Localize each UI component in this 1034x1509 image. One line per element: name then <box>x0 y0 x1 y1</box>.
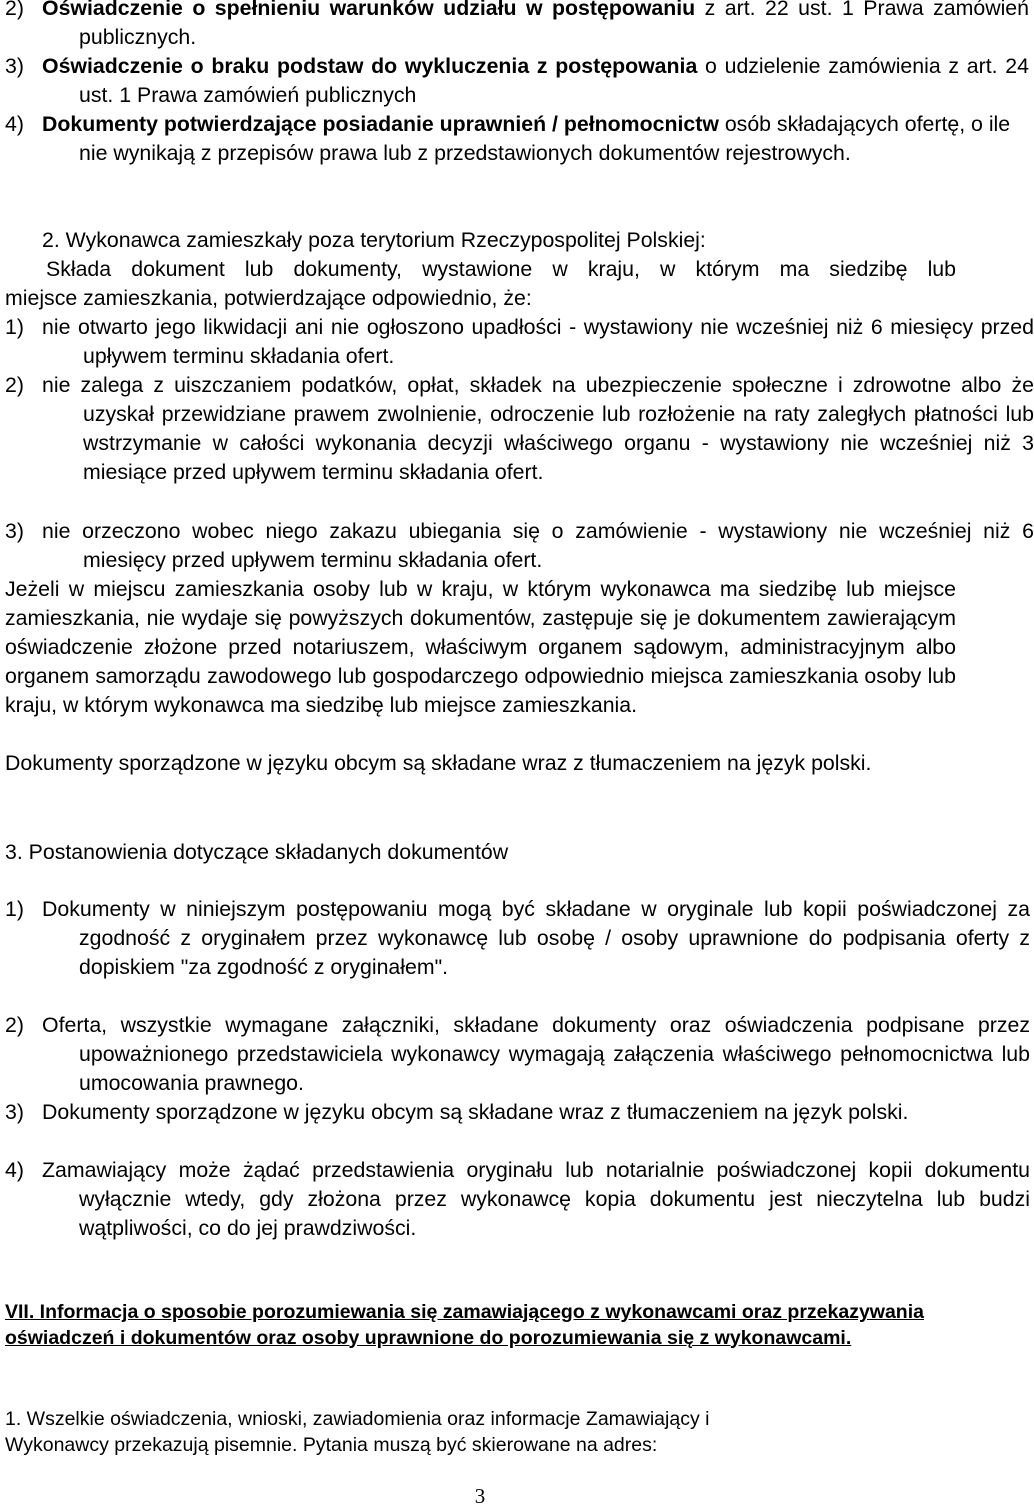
list-number: 3) <box>5 54 24 78</box>
list-item-2 <box>5 0 1029 52</box>
section-7-paragraph-line2: Wykonawcy przekazują pisemnie. Pytania muszą być skierowane na adres: <box>5 1434 658 1456</box>
list-text: Dokumenty w niniejszym postępowaniu mogą być składane w oryginale lub kopii poświadczonej za zgodność z oryginałem przez wykonawcę lub osobę / osoby uprawnione do podpisania oferty z dopiskiem "za zgodność z oryginałem". <box>42 897 1030 979</box>
section-2-point-2 <box>5 371 1034 487</box>
section-7-paragraph-line1: 1. Wszelkie oświadczenia, wnioski, zawiadomienia oraz informacje Zamawiający i <box>5 1408 710 1430</box>
list-text: nie zalega z uiszczaniem podatków, opłat, składek na ubezpieczenie społeczne i zdrowotne albo że uzyskał przewidziane prawem zwolnienie, odroczenie lub rozłożenie na raty zaległych płatności lub wstrzymanie w całości wykonania decyzji właściwego organu - wystawiony nie wcześniej niż 3 miesiące przed upływem terminu składania ofert. <box>42 373 1034 484</box>
list-number: 1) <box>5 897 24 921</box>
list-item-4 <box>5 110 1029 168</box>
list-number: 4) <box>5 1158 24 1182</box>
list-text: o udzielenie zamówienia z art. 24 ust. 1 Prawa zamówień publicznych <box>79 54 1029 107</box>
list-text: Dokumenty sporządzone w języku obcym są składane wraz z tłumaczeniem na język polski. <box>42 1100 909 1124</box>
section-2-heading: 2. Wykonawca zamieszkały poza terytorium Rzeczypospolitej Polskiej: <box>42 228 706 252</box>
section-3-point-2 <box>5 1011 1030 1098</box>
list-text: nie orzeczono wobec niego zakazu ubiegania się o zamówienie - wystawiony nie wcześniej niż 6 miesięcy przed upływem terminu składania ofert. <box>42 519 1034 572</box>
list-item-3 <box>5 52 1029 110</box>
section-2-translation-note: Dokumenty sporządzone w języku obcym są składane wraz z tłumaczeniem na język polski. <box>5 751 872 775</box>
section-2-point-3 <box>5 517 1034 575</box>
list-number: 4) <box>5 112 24 136</box>
list-text: osób składających ofertę, o ile nie wynikają z przepisów prawa lub z przedstawionych dokumentów rejestrowych. <box>79 112 1011 165</box>
section-3-point-3 <box>5 1098 1030 1127</box>
list-text: z art. 22 ust. 1 Prawa zamówień publicznych. <box>79 0 1029 49</box>
bold-heading: Oświadczenie o braku podstaw do wykluczenia z postępowania <box>42 54 698 78</box>
section-3-point-1 <box>5 895 1030 982</box>
list-number: 3) <box>5 519 24 543</box>
section-3-point-4 <box>5 1156 1030 1243</box>
list-number: 2) <box>5 373 24 397</box>
list-number: 1) <box>5 315 24 339</box>
list-number: 2) <box>5 0 24 20</box>
section-2-point-1 <box>5 313 1034 371</box>
list-number: 3) <box>5 1100 24 1124</box>
page-number: 3 <box>474 1484 486 1508</box>
section-2-paragraph: Jeżeli w miejscu zamieszkania osoby lub w kraju, w którym wykonawca ma siedzibę lub miejsce zamieszkania, nie wydaje się powyższych dokumentów, zastępuje się je dokumentem zawierającym oświadczenie złożone przed notariuszem, właściwym organem sądowym, administracyjnym albo organem samorządu zawodowego lub gospodarczego odpowiednio miejsca zamieszkania osoby lub kraju, w którym wykonawca ma siedzibę lub miejsce zamieszkania. <box>5 577 956 717</box>
bold-heading: Dokumenty potwierdzające posiadanie uprawnień / pełnomocnictw <box>42 112 719 136</box>
list-text: Zamawiający może żądać przedstawienia oryginału lub notarialnie poświadczonej kopii dokumentu wyłącznie wtedy, gdy złożona przez wykonawcę kopia dokumentu jest nieczytelna lub budzi wątpliwości, co do jej prawdziwości. <box>42 1158 1030 1240</box>
list-text: Oferta, wszystkie wymagane załączniki, składane dokumenty oraz oświadczenia podpisane przez upoważnionego przedstawiciela wykonawcy wymagają załączenia właściwego pełnomocnictwa lub umocowania prawnego. <box>42 1013 1030 1095</box>
section-7-heading: VII. Informacja o sposobie porozumiewania się zamawiającego z wykonawcami oraz przekazywania oświadczeń i dokumentów oraz osoby uprawnione do porozumiewania się z wykonawcami. <box>5 1301 924 1349</box>
section-3-heading: 3. Postanowienia dotyczące składanych dokumentów <box>5 840 509 864</box>
list-text: nie otwarto jego likwidacji ani nie ogłoszono upadłości - wystawiony nie wcześniej niż 6 miesięcy przed upływem terminu składania ofert. <box>42 315 1034 368</box>
list-number: 2) <box>5 1013 24 1037</box>
section-2-intro-line2: miejsce zamieszkania, potwierdzające odpowiednio, że: <box>5 286 532 310</box>
section-2-intro-line1: Składa dokument lub dokumenty, wystawione w kraju, w którym ma siedzibę lub <box>46 257 956 281</box>
bold-heading: Oświadczenie o spełnieniu warunków udziału w postępowaniu <box>42 0 696 20</box>
